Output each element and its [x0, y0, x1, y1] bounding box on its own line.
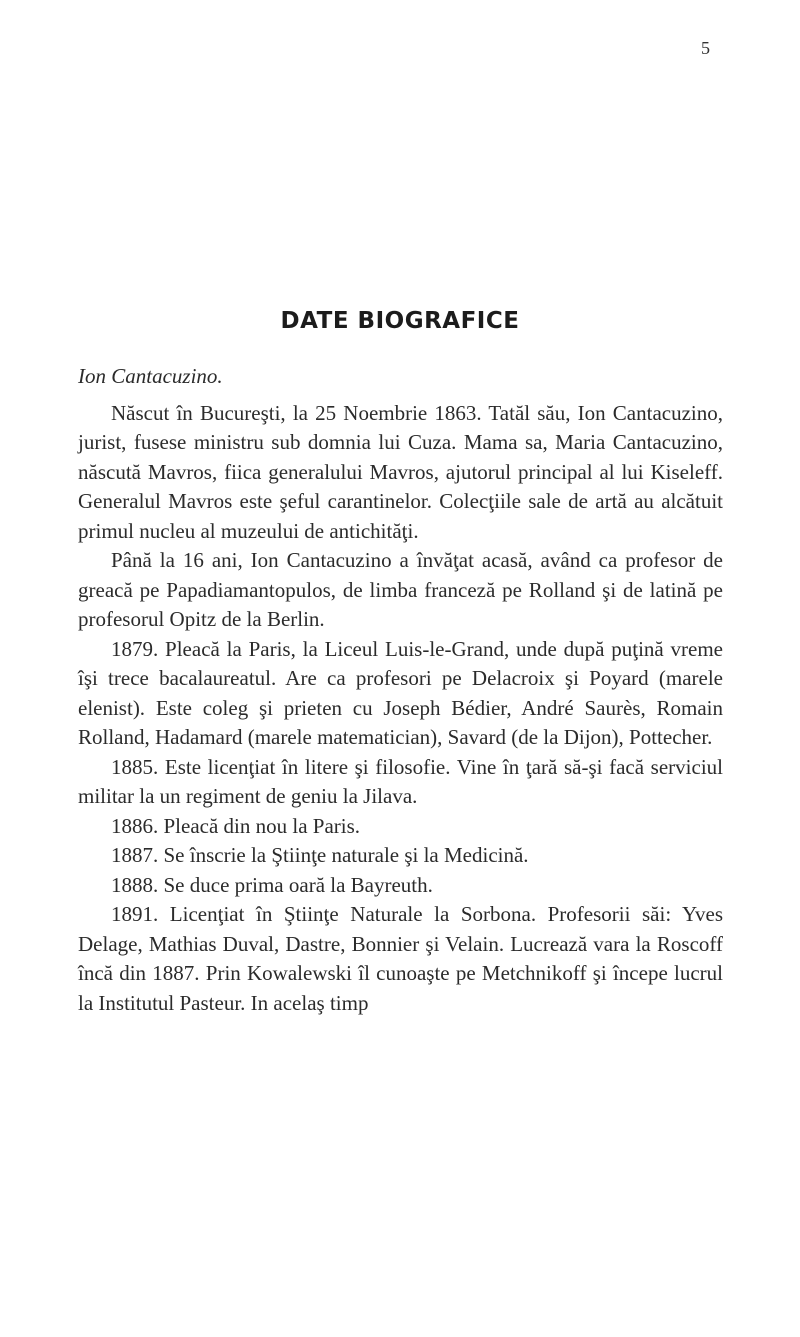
person-name-subtitle: Ion Cantacuzino.	[78, 364, 223, 388]
paragraph: 1879. Pleacă la Paris, la Liceul Luis-le-Grand, unde după puţină vreme îşi trece bacalaureatul. Are ca profesori pe Delacroix şi Poyard (marele elenist). Este coleg şi prieten cu Joseph Bédier, André Saurès, Romain Rolland, Hadamard (marele matematician), Savard (de la Dijon), Pottecher.	[78, 636, 723, 749]
biography-text	[78, 362, 723, 1018]
paragraph: Până la 16 ani, Ion Cantacuzino a învăţat acasă, având ca profesor de greacă pe Papadiamantopulos, de limba franceză pe Rolland şi de latină pe profesorul Opitz de la Berlin.	[78, 548, 723, 631]
paragraph: 1891. Licenţiat în Ştiinţe Naturale la Sorbona. Profesorii săi: Yves Delage, Mathias Duval, Dastre, Bonnier şi Velain. Lucrează vara la Roscoff încă din 1887. Prin Kowalewski îl cunoaşte pe Metchnikoff şi începe lucrul la Institutul Pasteur. In acelaş timp	[78, 902, 723, 1015]
paragraph: 1887. Se înscrie la Ştiinţe naturale şi la Medicină.	[111, 843, 529, 867]
paragraph: 1885. Este licenţiat în litere şi filosofie. Vine în ţară să-şi facă serviciul militar la un regiment de geniu la Jilava.	[78, 754, 723, 808]
paragraph: Născut în Bucureşti, la 25 Noembrie 1863. Tatăl său, Ion Cantacuzino, jurist, fusese ministru sub domnia lui Cuza. Mama sa, Maria Cantacuzino, născută Mavros, fiica generalului Mavros, ajutorul principal al lui Kiseleff. Generalul Mavros este şeful carantinelor. Colecţiile sale de artă au alcătuit primul nucleu al muzeului de antichităţi.	[78, 400, 723, 543]
section-heading: DATE BIOGRAFICE	[280, 308, 520, 334]
page-number: 5	[701, 38, 710, 58]
paragraph: 1886. Pleacă din nou la Paris.	[111, 813, 361, 838]
paragraph: 1888. Se duce prima oară la Bayreuth.	[111, 872, 433, 897]
